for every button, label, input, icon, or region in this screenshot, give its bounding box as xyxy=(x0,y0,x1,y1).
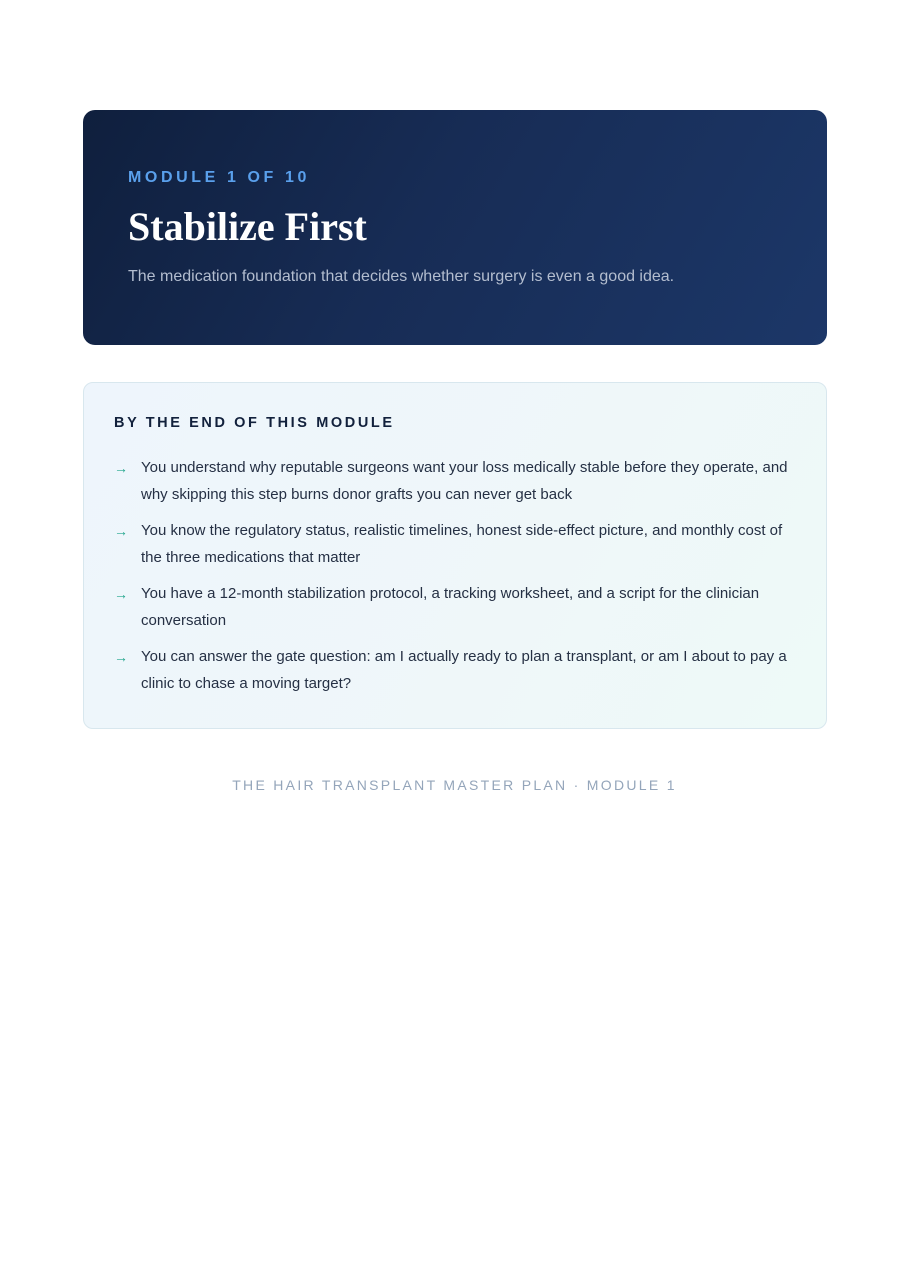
module-subtitle: The medication foundation that decides whether surgery is even a good idea. xyxy=(128,268,675,285)
learning-outcome-item xyxy=(114,518,796,571)
learning-outcomes-heading: BY THE END OF THIS MODULE xyxy=(114,415,395,431)
module-title: Stabilize First xyxy=(128,204,367,249)
arrow-right-icon: → xyxy=(114,460,128,476)
learning-outcome-text: You can answer the gate question: am I actually ready to plan a transplant, or am I about to pay a clinic to chase a moving target? xyxy=(141,648,787,692)
learning-outcome-item xyxy=(114,455,796,508)
learning-outcome-text: You understand why reputable surgeons want your loss medically stable before they operate, and why skipping this step burns donor grafts you can never get back xyxy=(141,459,788,503)
arrow-right-icon: → xyxy=(114,523,128,539)
learning-outcomes-card xyxy=(83,382,827,729)
learning-outcome-text: You have a 12-month stabilization protocol, a tracking worksheet, and a script for the clinician conversation xyxy=(141,585,760,629)
page-footer: THE HAIR TRANSPLANT MASTER PLAN · MODULE 1 xyxy=(232,777,677,793)
arrow-right-icon: → xyxy=(114,586,128,602)
learning-outcome-item xyxy=(114,581,796,634)
arrow-right-icon: → xyxy=(114,649,128,665)
module-number-label: MODULE 1 OF 10 xyxy=(128,169,310,186)
learning-outcome-item xyxy=(114,644,796,697)
learning-outcomes-list xyxy=(114,455,796,697)
module-hero-banner xyxy=(83,110,827,345)
learning-outcome-text: You know the regulatory status, realistic timelines, honest side-effect picture, and monthly cost of the three medications that matter xyxy=(141,522,783,566)
